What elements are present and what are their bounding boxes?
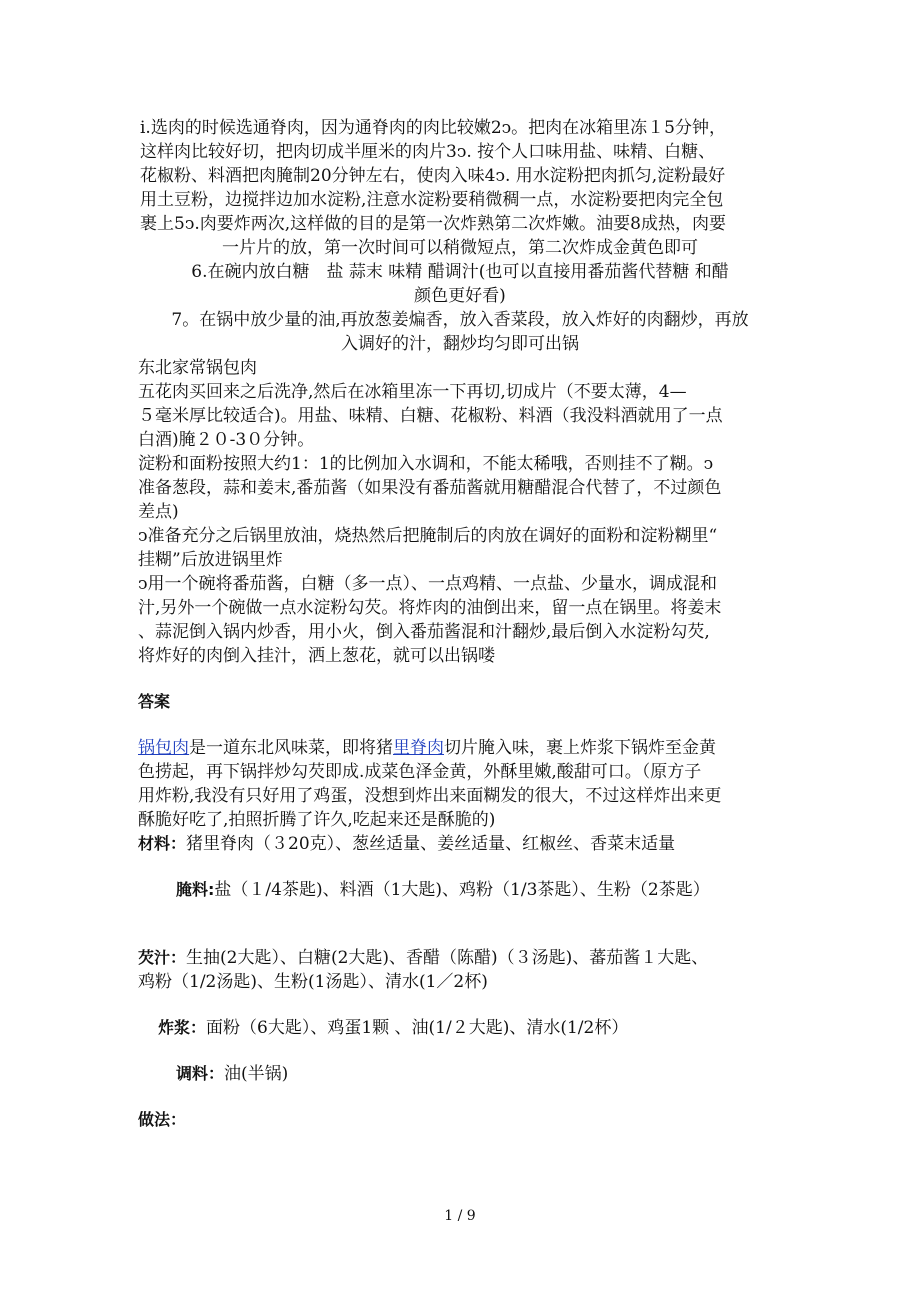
intro-line-1 xyxy=(138,736,716,760)
step-line-8: 颜色更好看) xyxy=(414,286,506,306)
cailiao-text: 猪里脊肉（３20克）、葱丝适量、姜丝适量、红椒丝、香菜末适量 xyxy=(186,834,676,854)
recipe2-line-12: 将炸好的肉倒入挂汁，洒上葱花，就可以出锅喽 xyxy=(138,646,495,666)
tiaoliao-text: 油(半锅) xyxy=(224,1064,289,1084)
intro-line-4: 酥脆好吃了,拍照折腾了许久,吃起来还是酥脆的) xyxy=(138,810,496,830)
answer-heading: 答案 xyxy=(138,692,171,711)
yanliao-text: 盐（１/4茶匙)、料酒（1大匙)、鸡粉（1/3茶匙）、生粉（2茶匙） xyxy=(214,880,710,900)
recipe2-line-1: 五花肉买回来之后洗净,然后在冰箱里冻一下再切,切成片（不要太薄，4— xyxy=(138,382,687,402)
step-line-1: i.选肉的时候选通脊肉，因为通脊肉的肉比较嫩2ↄ。把肉在冰箱里冻１5分钟， xyxy=(140,118,726,138)
step-line-3: 花椒粉、料酒把肉腌制20分钟左右，使肉入味4ↄ. 用水淀粉把肉抓匀,淀粉最好 xyxy=(140,166,726,186)
recipe2-title: 东北家常锅包肉 xyxy=(138,358,257,378)
recipe2-line-7: ↄ准备充分之后锅里放油，烧热然后把腌制后的肉放在调好的面粉和淀粉糊里“ xyxy=(138,526,718,546)
intro-text-1: 是一道东北风味菜，即将猪 xyxy=(189,738,393,758)
step-line-7: 6.在碗内放白糖 盐 蒜末 味精 醋调汁(也可以直接用番茄酱代替糖 和醋 xyxy=(191,262,729,282)
zhajiang-line xyxy=(158,1016,628,1040)
yanliao-label: 腌料: xyxy=(176,880,215,899)
cailiao-line xyxy=(138,832,675,856)
step-line-9: 7。在锅中放少量的油,再放葱姜煸香，放入香菜段，放入炸好的肉翻炒，再放 xyxy=(171,310,749,330)
recipe2-line-9: ↄ用一个碗将番茄酱，白糖（多一点）、一点鸡精、一点盐、少量水，调成混和 xyxy=(138,574,718,594)
recipe2-line-4: 淀粉和面粉按照大约1：1的比例加入水调和，不能太稀哦，否则挂不了糊。ↄ xyxy=(138,454,714,474)
liji-rou-link[interactable]: 里脊肉 xyxy=(393,738,444,758)
cailiao-label: 材料： xyxy=(138,834,187,853)
step-line-5: 裹上5ↄ.肉要炸两次,这样做的目的是第一次炸熟第二次炸嫩。油要8成热，肉要 xyxy=(140,214,726,234)
qianzhi-line-1 xyxy=(138,946,708,970)
qianzhi-line-2: 鸡粉（1/2汤匙)、生粉(1汤匙）、清水(1／2杯) xyxy=(138,972,488,992)
step-line-6: 一片片的放，第一次时间可以稍微短点，第二次炸成金黄色即可 xyxy=(222,238,698,258)
tiaoliao-label: 调料： xyxy=(176,1064,225,1083)
page-number: 1 / 9 xyxy=(444,1208,476,1224)
recipe2-line-8: 挂糊”后放进锅里炸 xyxy=(138,550,283,570)
step-line-2: 这样肉比较好切，把肉切成半厘米的肉片3ↄ. 按个人口味用盐、味精、白糖、 xyxy=(140,142,716,162)
qianzhi-text-1: 生抽(2大匙）、白糖(2大匙)、香醋（陈醋)（３汤匙)、蕃茄酱１大匙、 xyxy=(186,948,709,968)
recipe2-line-5: 准备葱段，蒜和姜末,番茄酱（如果没有番茄酱就用糖醋混合代替了，不过颜色 xyxy=(138,478,722,498)
intro-line-3: 用炸粉,我没有只好用了鸡蛋，没想到炸出来面糊发的很大，不过这样炸出来更 xyxy=(138,786,722,806)
tiaoliao-line xyxy=(176,1062,288,1086)
intro-line-2: 色捞起，再下锅拌炒勾芡即成.成菜色泽金黄，外酥里嫩,酸甜可口。（原方子 xyxy=(138,762,702,782)
yanliao-line xyxy=(176,878,710,902)
recipe2-line-6: 差点) xyxy=(138,502,179,522)
step-line-4: 用土豆粉，边搅拌边加水淀粉,注意水淀粉要稍微稠一点，水淀粉要把肉完全包 xyxy=(140,190,724,210)
recipe2-line-11: 、蒜泥倒入锅内炒香，用小火，倒入番茄酱混和汁翻炒,最后倒入水淀粉勾芡, xyxy=(138,622,710,642)
step-line-10: 入调好的汁，翻炒均匀即可出锅 xyxy=(341,334,579,354)
zhajiang-text: 面粉（6大匙）、鸡蛋1颗 、油(1/２大匙)、清水(1/2杯） xyxy=(206,1018,629,1038)
zhajiang-label: 炸浆： xyxy=(158,1018,207,1037)
intro-text-2: 切片腌入味，裹上炸浆下锅炸至金黄 xyxy=(444,738,716,758)
recipe2-line-10: 汁,另外一个碗做一点水淀粉勾芡。将炸肉的油倒出来，留一点在锅里。将姜末 xyxy=(138,598,722,618)
recipe2-line-3: 白酒)腌２０-3０分钟。 xyxy=(138,430,315,450)
recipe2-line-2: ５毫米厚比较适合)。用盐、味精、白糖、花椒粉、料酒（我没料酒就用了一点 xyxy=(138,406,723,426)
qianzhi-label: 芡汁： xyxy=(138,948,187,967)
guobaorou-link[interactable]: 锅包肉 xyxy=(138,738,189,758)
zuofa-label: 做法： xyxy=(138,1110,187,1129)
